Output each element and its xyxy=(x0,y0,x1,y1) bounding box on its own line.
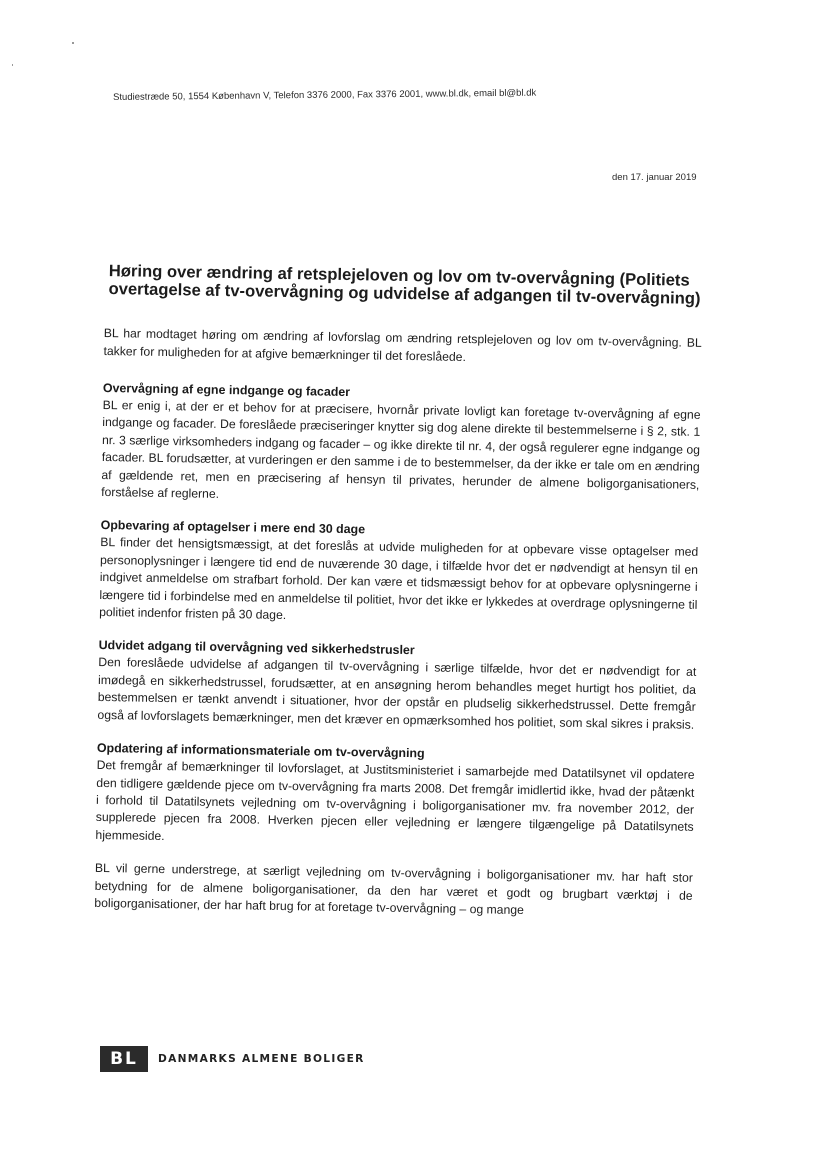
letter-body xyxy=(94,262,703,922)
letter-title: Høring over ændring af retsplejeloven og lov om tv-overvågning (Politiets overtagelse af tv-overvågning og udvidelse af adgangen til tv-overvågning) xyxy=(108,261,701,308)
section-heading: Opdatering af informationsmateriale om tv-overvågning xyxy=(96,741,425,761)
logo-mark: BL xyxy=(100,1046,148,1072)
intro-paragraph: BL har modtaget høring om ændring af lovforslag om ændring retsplejeloven og lov om tv-overvågning. BL takker for muligheden for at afgive bemærkninger til det foreslåede. xyxy=(103,326,702,364)
section-storage xyxy=(99,517,699,631)
section-heading: Overvågning af egne indgange og facader xyxy=(102,380,351,400)
closing-paragraph: BL vil gerne understrege, at særligt vejledning om tv-overvågning i boligorganisationer mv. har haft stor betydning for de almene boligorganisationer, da den har været et godt og brugbart værktøj i de boligorganisationer, der har haft brug for at foretage tv-overvågning – og mange xyxy=(94,861,693,917)
scan-speck xyxy=(72,42,74,44)
section-information-material xyxy=(95,740,695,854)
section-body: BL er enig i, at der er et behov for at præcisere, hvornår private lovligt kan foretage tv-overvågning af egne indgange og facader. De foreslåede præciseringer knytter sig dog alene direkte til bestemmelserne i § 2, stk. 1 nr. 3 særlige virksomheders indgang og facader – og ikke direkte til nr. 4, der også regulerer egne indgange og facader. BL forudsætter, at vurderingen er den samme i de to bestemmelser, da der ikke er tale om en ændring af gældende ret, men en præcisering af hensyn til privates, herunder de almene boligorganisationers, forståelse af reglerne. xyxy=(101,397,701,501)
section-security-threats xyxy=(97,637,696,734)
section-heading: Udvidet adgang til overvågning ved sikkerhedstrusler xyxy=(98,638,415,658)
letter-date: den 17. januar 2019 xyxy=(612,172,697,183)
logo-text: DANMARKS ALMENE BOLIGER xyxy=(158,1053,365,1065)
section-heading: Opbevaring af optagelser i mere end 30 dage xyxy=(100,518,366,537)
scan-speck xyxy=(12,64,13,66)
section-body: BL finder det hensigtsmæssigt, at det foreslås at udvide muligheden for at opbevare visse optagelser med personoplysninger i længere tid end de nuværende 30 dage, i tilfælde hvor det er nødvendigt at hensyn til en indgivet anmeldelse om strafbart forhold. Der kan være et tidsmæssigt behov for at opbevare oplysningerne i længere tid i forbindelse med en anmeldelse til politiet, hvor det ikke er lykkedes at overdrage oplysningerne til politiet indenfor fristen på 30 dage. xyxy=(99,535,699,623)
section-body: Det fremgår af bemærkninger til lovforslaget, at Justitsministeriet i samarbejde med Datatilsynet vil opdatere den tidligere gældende pjece om tv-overvågning fra marts 2008. Det fremgår imidlertid ikke, hvad der påtænkt i forhold til Datatilsynets vejledning om tv-overvågning i boligorganisationer mv. fra november 2012, der supplerede pjecen fra 2008. Hverken pjecen eller vejledning er længere tilgængelige på Datatilsynets hjemmeside. xyxy=(95,758,695,843)
footer-logo xyxy=(100,1046,365,1072)
section-own-entrances xyxy=(101,380,701,511)
section-body: Den foreslåede udvidelse af adgangen til tv-overvågning i særlige tilfælde, hvor det er nødvendigt for at imødegå en sikkerhedstrussel, forudsætter, at en ansøgning herom behandles meget hurtigt hos politiet, da bestemmelsen er tænkt anvendt i situationer, hvor der opstår en pludselig sikkerhedstrussel. Dette fremgår også af lovforslagets bemærkninger, men det kræver en opmærksomhed hos politiet, som skal sikres i praksis. xyxy=(97,655,697,732)
letterhead-address: Studiestræde 50, 1554 København V, Telefon 3376 2000, Fax 3376 2001, www.bl.dk, email bl@bl.dk xyxy=(113,87,537,103)
